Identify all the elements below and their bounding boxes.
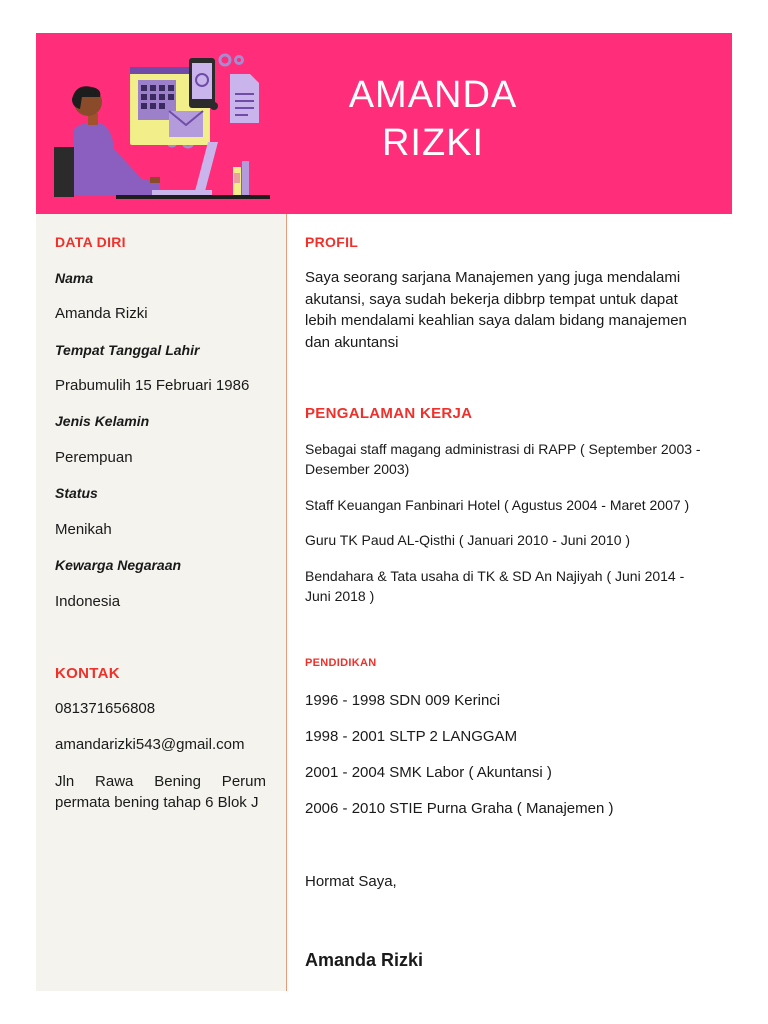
signature-name: Amanda Rizki — [305, 950, 424, 970]
profil-heading: PROFIL — [305, 234, 359, 250]
header-name — [298, 71, 568, 167]
field-label-ttl: Tempat Tanggal Lahir — [55, 342, 200, 358]
desk — [116, 195, 270, 199]
phone-icon — [189, 58, 218, 110]
field-value-nama: Amanda Rizki — [55, 305, 148, 322]
document-icon — [230, 74, 259, 123]
education-item: 1998 - 2001 SLTP 2 LANGGAM — [305, 728, 518, 745]
pengalaman-heading: PENGALAMAN KERJA — [305, 405, 473, 422]
field-label-status: Status — [55, 485, 98, 501]
experience-item: Guru TK Paud AL-Qisthi ( Januari 2010 - Juni 2010 ) — [305, 532, 631, 548]
field-value-gender: Perempuan — [55, 449, 133, 466]
field-label-gender: Jenis Kelamin — [55, 413, 150, 429]
closing-text: Hormat Saya, — [305, 873, 397, 890]
field-value-status: Menikah — [55, 521, 112, 538]
pendidikan-heading: PENDIDIKAN — [305, 657, 377, 669]
field-value-nationality: Indonesia — [55, 593, 121, 610]
mail-icon — [169, 111, 203, 137]
contact-email: amandarizki543@gmail.com — [55, 736, 245, 753]
field-value-ttl: Prabumulih 15 Februari 1986 — [55, 377, 250, 394]
education-item: 2006 - 2010 STIE Purna Graha ( Manajemen ) — [305, 800, 614, 817]
experience-item: Bendahara & Tata usaha di TK & SD An Najiyah ( Juni 2014 - Juni 2018 ) — [305, 568, 685, 604]
education-item: 2001 - 2004 SMK Labor ( Akuntansi ) — [305, 764, 552, 781]
laptop-icon — [152, 142, 218, 195]
experience-item: Sebagai staff magang administrasi di RAPP ( September 2003 - Desember 2003) — [305, 441, 701, 477]
person-at-laptop-illustration — [52, 49, 270, 199]
header-banner — [36, 33, 732, 214]
contact-address: Jln Rawa Bening Perum permata bening tahap 6 Blok J — [55, 773, 266, 811]
kontak-heading: KONTAK — [55, 665, 120, 682]
education-item: 1996 - 1998 SDN 009 Kerinci — [305, 692, 501, 709]
column-divider — [286, 214, 287, 991]
header-name-line2: RIZKI — [381, 122, 485, 164]
profil-text: Saya seorang sarjana Manajemen yang juga mendalami akutansi, saya sudah bekerja dibbrp tempat untuk dapat lebih mendalami keahlian saya dalam bidang manajemen dan akuntansi — [305, 269, 687, 351]
contact-phone: 081371656808 — [55, 700, 156, 717]
data-diri-heading: DATA DIRI — [55, 234, 126, 250]
field-label-nama: Nama — [55, 270, 94, 286]
books-icon — [233, 161, 249, 195]
header-name-line1: AMANDA — [348, 74, 518, 116]
field-label-nationality: Kewarga Negaraan — [55, 557, 182, 573]
experience-item: Staff Keuangan Fanbinari Hotel ( Agustus 2004 - Maret 2007 ) — [305, 497, 690, 513]
